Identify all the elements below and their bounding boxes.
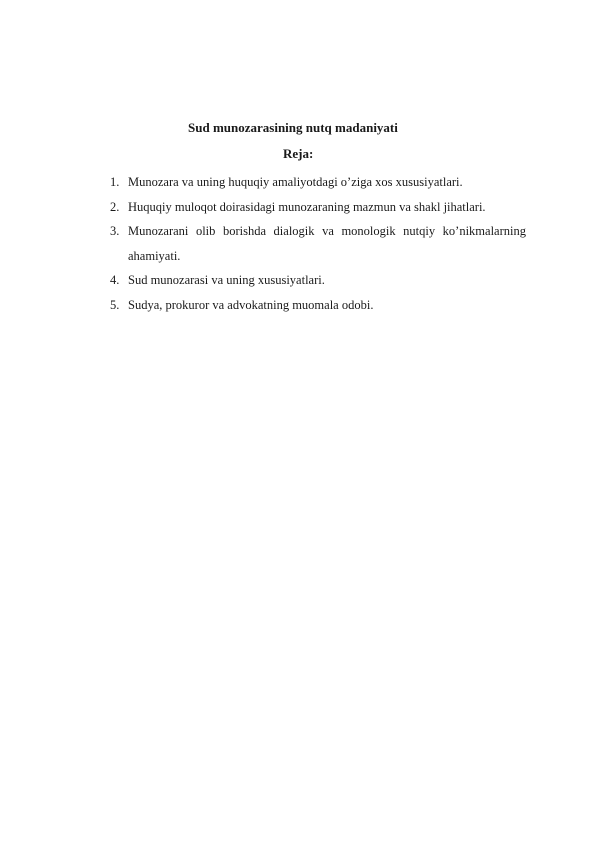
list-item-number: 1.	[110, 175, 120, 189]
list-item-number: 4.	[110, 273, 120, 287]
list-item	[110, 219, 526, 268]
list-item	[110, 195, 526, 220]
list-item-text: Huquqiy muloqot doirasidagi munozaraning mazmun va shakl jihatlari.	[128, 199, 486, 214]
list-item-number: 5.	[110, 297, 120, 312]
list-item-text: Munozara va uning huquqiy amaliyotdagi o’ziga xos xususiyatlari.	[128, 175, 463, 189]
plan-heading: Reja:	[283, 146, 314, 161]
list-item	[110, 170, 526, 195]
document-title: Sud munozarasining nutq madaniyati	[188, 120, 398, 135]
list-item-text: Sudya, prokuror va advokatning muomala odobi.	[128, 297, 374, 312]
plan-list	[110, 170, 526, 317]
list-item	[110, 268, 526, 293]
list-item	[110, 293, 526, 318]
list-item-number: 2.	[110, 199, 120, 214]
list-item-text: Munozarani olib borishda dialogik va monologik nutqiy ko’nikmalarning ahamiyati.	[128, 224, 526, 263]
list-item-number: 3.	[110, 224, 120, 238]
list-item-text: Sud munozarasi va uning xususiyatlari.	[128, 273, 325, 287]
